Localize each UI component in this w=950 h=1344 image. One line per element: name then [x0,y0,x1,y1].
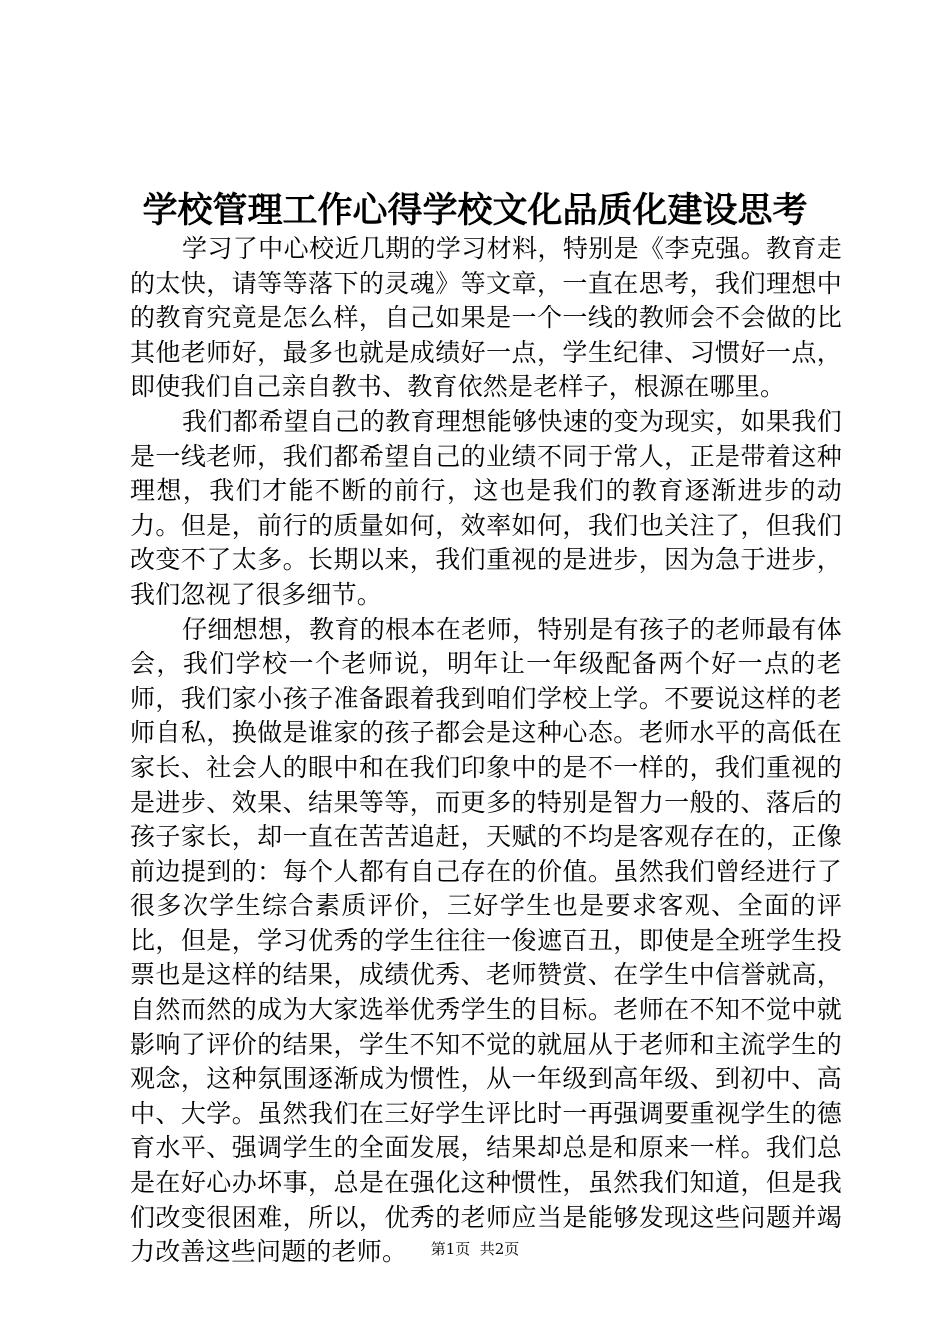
page-number-footer: 第1页 共2页 [430,1240,520,1258]
paragraph-3: 仔细想想，教育的根本在老师，特别是有孩子的老师最有体会，我们学校一个老师说，明年让一年级配备两个好一点的老师，我们家小孩子准备跟着我到咱们学校上学。不要说这样的老师自私，换做是谁家的孩子都会是这种心态。老师水平的高低在家长、社会人的眼中和在我们印象中的是不一样的，我们重视的是进步、效果、结果等等，而更多的特别是智力一般的、落后的孩子家长，却一直在苦苦追赶，天赋的不均是客观存在的，正像前边提到的：每个人都有自己存在的价值。虽然我们曾经进行了很多次学生综合素质评价，三好学生也是要求客观、全面的评比，但是，学习优秀的学生往往一俊遮百丑，即使是全班学生投票也是这样的结果，成绩优秀、老师赞赏、在学生中信誉就高，自然而然的成为大家选举优秀学生的目标。老师在不知不觉中就影响了评价的结果，学生不知不觉的就屈从于老师和主流学生的观念，这种氛围逐渐成为惯性，从一年级到高年级、到初中、高中、大学。虽然我们在三好学生评比时一再强调要重视学生的德育水平、强调学生的全面发展，结果却总是和原来一样。我们总是在好心办坏事，总是在强化这种惯性，虽然我们知道，但是我们改变很困难，所以，优秀的老师应当是能够发现这些问题并竭力改善这些问题的老师。 [130,614,842,1267]
paragraph-2: 我们都希望自己的教育理想能够快速的变为现实，如果我们是一线老师，我们都希望自己的业绩不同于常人，正是带着这种理想，我们才能不断的前行，这也是我们的教育逐渐进步的动力。但是，前行的质量如何，效率如何，我们也关注了，但我们改变不了太多。长期以来，我们重视的是进步，因为急于进步，我们忽视了很多细节。 [130,406,842,609]
paragraph-1: 学习了中心校近几期的学习材料，特别是《李克强。教育走的太快，请等等落下的灵魂》等文章，一直在思考，我们理想中的教育究竟是怎么样，自己如果是一个一线的教师会不会做的比其他老师好，最多也就是成绩好一点，学生纪律、习惯好一点，即使我们自己亲自教书、教育依然是老样子，根源在哪里。 [130,234,842,402]
document-title: 学校管理工作心得学校文化品质化建设思考 [142,190,808,231]
document-body [130,232,842,1270]
